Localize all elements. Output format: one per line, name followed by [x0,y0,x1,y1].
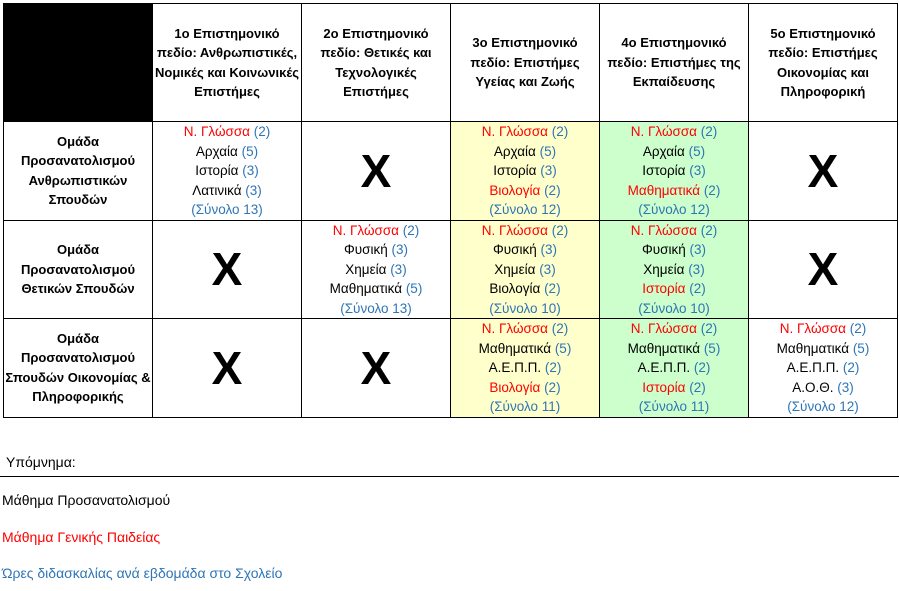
subject-hours: (3) [688,261,705,277]
excluded-cell [749,220,898,319]
subject-name: Μαθηματικά [776,340,850,356]
subject-line [600,142,748,162]
subject-line [153,122,301,142]
total-hours: (Σύνολο 11) [489,399,561,414]
subject-line [451,181,599,201]
subject-hours: (2) [551,124,569,139]
subject-line [600,339,748,359]
subject-line [451,358,599,378]
subject-hours: (2) [849,321,867,336]
subjects-cell [153,122,302,221]
subject-name: Ιστορία [642,163,686,178]
subject-name: Αρχαία [195,143,238,159]
total-hours: (Σύνολο 13) [340,300,412,316]
subject-name: Βιολογία [489,182,541,198]
subject-line [451,221,599,241]
subjects-cell [302,220,451,319]
subject-hours: (2) [689,281,706,296]
row-header-group: Ομάδα Προσανατολισμού Σπουδών Οικονομίας & Πληροφορικής [4,319,153,418]
excluded-cell [153,319,302,418]
subject-name: Χημεία [345,261,387,277]
subject-line [749,358,897,378]
subject-line [600,161,748,181]
subject-line [600,221,748,241]
total-hours: (Σύνολο 11) [638,399,710,414]
subject-line [600,358,748,378]
subjects-cell [600,220,749,319]
subject-name: Ν. Γλώσσα [481,124,548,139]
orientation-group-row [4,319,898,418]
subject-hours: (2) [544,379,561,395]
not-available-mark: X [360,341,392,394]
subject-line [153,142,301,162]
legend-general-subject: Μάθημα Γενικής Παιδείας [2,529,161,545]
not-available-mark: X [807,243,839,296]
subjects-cell [600,122,749,221]
subject-hours: (2) [253,124,271,139]
header-row [4,4,898,122]
subject-hours: (2) [544,182,561,198]
subject-name: Ν. Γλώσσα [630,124,697,139]
subject-line [451,319,599,339]
legend-weekly-hours: Ώρες διδασκαλίας ανά εβδομάδα στο Σχολείο [2,565,283,581]
subject-name: Ν. Γλώσσα [630,222,697,238]
subject-hours: (2) [700,124,718,139]
subject-line [600,378,748,398]
total-hours: (Σύνολο 10) [489,300,561,316]
subject-hours: (3) [391,242,408,257]
subject-line [451,279,599,299]
subject-name: Ν. Γλώσσα [183,124,250,139]
subject-line [600,279,748,299]
subject-name: Αρχαία [493,143,536,159]
total-hours: (Σύνολο 10) [638,300,710,316]
subject-hours: (3) [245,182,262,198]
subject-name: Χημεία [494,261,536,277]
subject-line [600,240,748,260]
subject-line [600,181,748,201]
subject-hours: (3) [837,379,854,395]
subject-name: Ν. Γλώσσα [332,222,399,238]
subject-name: Χημεία [643,261,685,277]
not-available-mark: X [211,341,243,394]
subject-hours: (5) [405,281,423,296]
corner-cell [4,4,153,122]
subject-name: Βιολογία [489,379,541,395]
subject-hours: (2) [544,281,561,296]
subject-hours: (5) [703,340,721,356]
orientation-group-row [4,122,898,221]
subject-name: Φυσική [492,242,537,257]
subject-hours: (3) [540,242,557,257]
legend-divider [0,476,899,477]
subject-line [451,378,599,398]
subject-line [302,260,450,280]
subject-name: Βιολογία [489,281,541,296]
total-hours: (Σύνολο 12) [787,399,859,414]
subject-name: Μαθηματικά [478,340,552,356]
subject-name: Αρχαία [642,143,685,159]
subject-line [451,142,599,162]
subject-name: Α.Ο.Θ. [792,379,834,395]
subject-name: Μαθηματικά [627,340,701,356]
subject-line [749,378,897,398]
subject-name: Α.Ε.Π.Π. [637,360,691,375]
subject-line [153,181,301,201]
subject-line [600,260,748,280]
fields-table [3,3,898,418]
subjects-cell [451,122,600,221]
legend-title: Υπόμνημα: [6,454,76,470]
subject-hours: (5) [241,143,259,159]
subject-line [451,339,599,359]
subject-hours: (2) [551,222,569,238]
subject-hours: (5) [688,143,706,159]
subjects-cell [600,319,749,418]
orientation-group-row [4,220,898,319]
not-available-mark: X [807,144,839,197]
subject-hours: (2) [700,222,718,238]
column-header-field-2: 2ο Επιστημονικό πεδίο: Θετικές και Τεχνολογικές Επιστήμες [302,4,451,122]
subject-hours: (2) [703,182,721,198]
subject-name: Μαθηματικά [627,182,701,198]
subject-hours: (5) [554,340,572,356]
subject-hours: (2) [693,360,711,375]
subject-hours: (2) [689,379,706,395]
subject-hours: (3) [539,261,556,277]
subject-name: Ν. Γλώσσα [481,222,548,238]
subject-hours: (2) [402,222,420,238]
subject-hours: (2) [700,321,718,336]
legend-orientation-subject: Μάθημα Προσανατολισμού [2,492,171,508]
not-available-mark: X [360,144,392,197]
subject-line [451,122,599,142]
subject-hours: (5) [539,143,557,159]
subject-hours: (3) [689,163,706,178]
subject-name: Ιστορία [493,163,537,178]
subject-name: Ιστορία [642,281,686,296]
subject-hours: (2) [551,321,569,336]
subject-line [451,161,599,181]
subject-name: Α.Ε.Π.Π. [488,360,542,375]
subject-line [749,319,897,339]
subject-name: Ιστορία [195,163,239,178]
subject-hours: (3) [390,261,407,277]
subject-line [302,221,450,241]
total-hours: (Σύνολο 12) [489,202,561,217]
subject-line [302,240,450,260]
excluded-cell [302,122,451,221]
column-header-field-5: 5ο Επιστημονικό πεδίο: Επιστήμες Οικονομίας και Πληροφορική [749,4,898,122]
subject-hours: (3) [242,163,259,178]
subjects-cell [451,220,600,319]
subjects-cell [749,319,898,418]
subject-line [600,319,748,339]
subject-name: Ν. Γλώσσα [630,321,697,336]
subjects-cell [451,319,600,418]
subject-hours: (3) [540,163,557,178]
excluded-cell [749,122,898,221]
subject-name: Φυσική [641,242,686,257]
column-header-field-1: 1ο Επιστημονικό πεδίο: Ανθρωπιστικές, Νομικές και Κοινωνικές Επιστήμες [153,4,302,122]
column-header-field-3: 3ο Επιστημονικό πεδίο: Επιστήμες Υγείας και Ζωής [451,4,600,122]
subject-name: Λατινικά [192,182,242,198]
subject-hours: (5) [852,340,870,356]
subject-hours: (2) [842,360,860,375]
subject-line [749,339,897,359]
excluded-cell [302,319,451,418]
subject-hours: (3) [689,242,706,257]
subject-name: Ν. Γλώσσα [481,321,548,336]
excluded-cell [153,220,302,319]
not-available-mark: X [211,243,243,296]
subject-line [153,161,301,181]
subject-line [600,122,748,142]
total-hours: (Σύνολο 12) [638,202,710,217]
subject-name: Α.Ε.Π.Π. [786,360,840,375]
subject-hours: (2) [544,360,562,375]
subject-line [302,279,450,299]
subject-line [451,240,599,260]
subject-name: Μαθηματικά [329,281,403,296]
total-hours: (Σύνολο 13) [191,202,263,217]
row-header-group: Ομάδα Προσανατολισμού Θετικών Σπουδών [4,220,153,319]
subject-name: Ιστορία [642,379,686,395]
row-header-group: Ομάδα Προσανατολισμού Ανθρωπιστικών Σπουδών [4,122,153,221]
column-header-field-4: 4ο Επιστημονικό πεδίο: Επιστήμες της Εκπαίδευσης [600,4,749,122]
subject-line [451,260,599,280]
subject-name: Ν. Γλώσσα [779,321,846,336]
subject-name: Φυσική [343,242,388,257]
